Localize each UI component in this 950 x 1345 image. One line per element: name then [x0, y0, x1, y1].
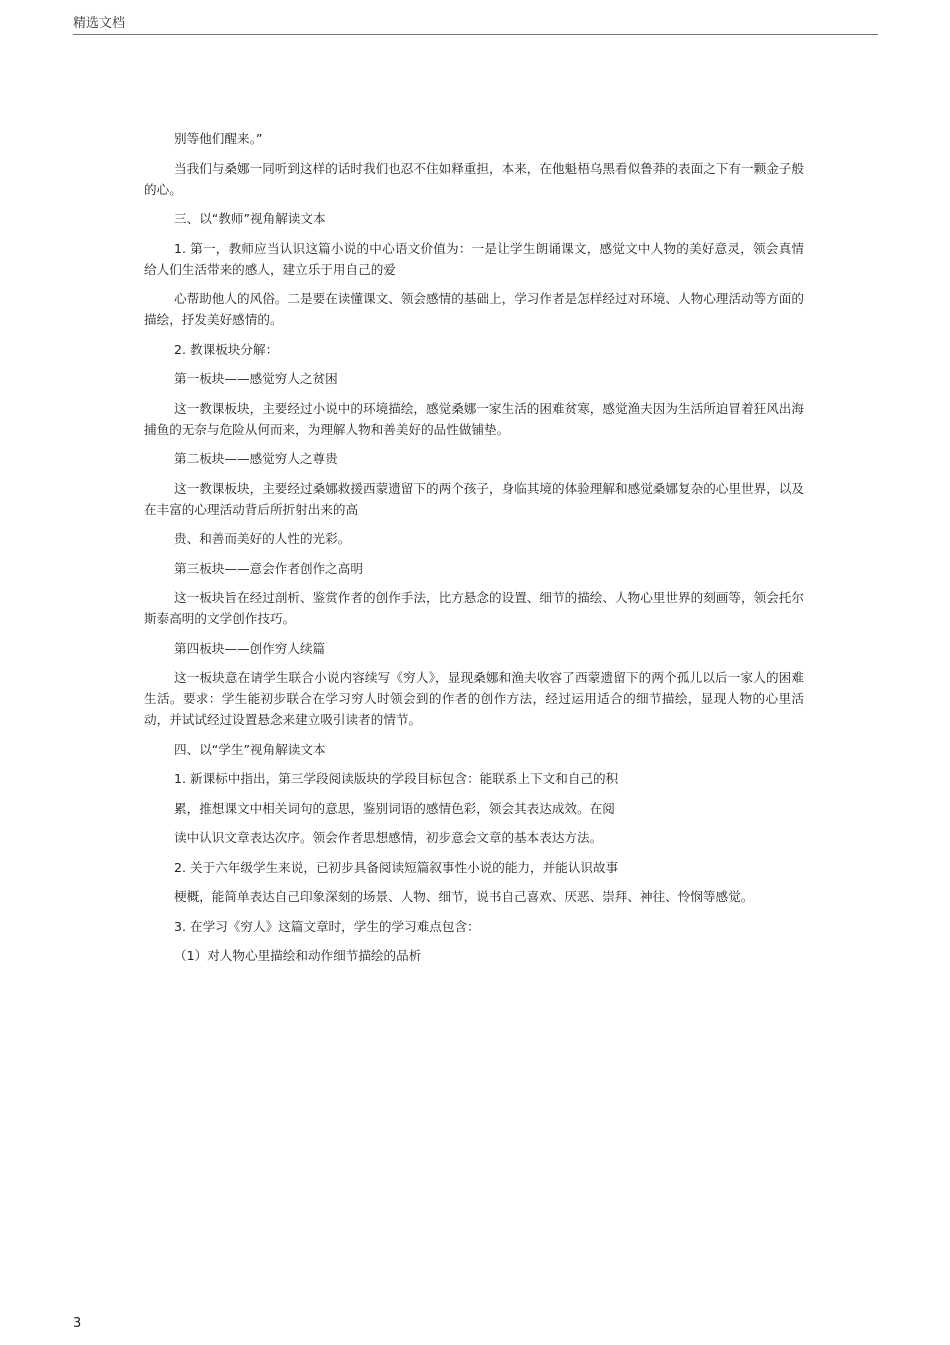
paragraph: 贵、和善而美好的人性的光彩。: [174, 531, 351, 546]
paragraph: 当我们与桑娜一同听到这样的话时我们也忍不住如释重担，本来，在他魁梧乌黑看似鲁莽的表面之下有一颗金子般的心。: [144, 160, 804, 197]
paragraph: 别等他们醒来。”: [174, 131, 263, 146]
paragraph: （1）对人物心里描绘和动作细节描绘的品析: [174, 948, 422, 963]
paragraph: 梗概，能简单表达自己印象深刻的场景、人物、细节，说书自己喜欢、厌恶、崇拜、神往、怜悯等感觉。: [174, 889, 754, 904]
section-heading: 三、以“教师”视角解读文本: [174, 211, 326, 226]
subheading: 第一板块——感觉穷人之贫困: [174, 371, 338, 386]
paragraph: 1. 新课标中指出，第三学段阅读版块的学段目标包含：能联系上下文和自己的积: [174, 771, 619, 786]
header-title: 精选文档: [73, 16, 126, 31]
header-divider: [73, 34, 878, 35]
paragraph: 这一教课板块，主要经过小说中的环境描绘，感觉桑娜一家生活的困难贫寒，感觉渔夫因为生活所迫冒着狂风出海捕鱼的无奈与危险从何而来，为理解人物和善美好的品性做铺垫。: [144, 400, 804, 437]
paragraph: 读中认识文章表达次序。领会作者思想感情，初步意会文章的基本表达方法。: [174, 830, 603, 845]
paragraph: 2. 关于六年级学生来说，已初步具备阅读短篇叙事性小说的能力，并能认识故事: [174, 859, 619, 875]
paragraph: 1. 第一，教师应当认识这篇小说的中心语文价值为：一是让学生朗诵课文，感觉文中人物的美好意灵，领会真情给人们生活带来的感人，建立乐于用自己的爱: [144, 240, 804, 277]
paragraph: 这一板块旨在经过剖析、鉴赏作者的创作手法，比方悬念的设置、细节的描绘、人物心里世界的刻画等，领会托尔斯泰高明的文学创作技巧。: [144, 590, 804, 626]
paragraph: 3. 在学习《穷人》这篇文章时，学生的学习难点包含：: [174, 918, 480, 934]
paragraph: 这一板块意在请学生联合小说内容续写《穷人》，显现桑娜和渔夫收容了西蒙遗留下的两个孤儿以后一家人的困难生活。要求：学生能初步联合在学习穷人时领会到的作者的创作方法，经过运用适合的细节描绘，显现人物的心里活动，并试试经过设置悬念来建立吸引读者的情节。: [144, 670, 804, 727]
paragraph: 心帮助他人的风俗。二是要在读懂课文、领会感情的基础上，学习作者是怎样经过对环境、人物心理活动等方面的描绘，抒发美好感情的。: [144, 291, 804, 327]
paragraph: 累，推想课文中相关词句的意思，鉴别词语的感情色彩，领会其表达成效。在阅: [174, 800, 615, 816]
document-body: [144, 128, 804, 975]
subheading: 第四板块——创作穷人续篇: [174, 640, 326, 656]
section-heading: 四、以“学生”视角解读文本: [174, 741, 326, 757]
subheading: 第二板块——感觉穷人之尊贵: [174, 451, 338, 466]
paragraph: 这一教课板块，主要经过桑娜救援西蒙遗留下的两个孩子，身临其境的体验理解和感觉桑娜复杂的心里世界，以及在丰富的心理活动背后所折射出来的高: [144, 480, 804, 517]
subheading: 第三板块——意会作者创作之高明: [174, 560, 363, 576]
page-number: 3: [73, 1316, 82, 1331]
paragraph: 2. 教课板块分解：: [174, 341, 279, 357]
